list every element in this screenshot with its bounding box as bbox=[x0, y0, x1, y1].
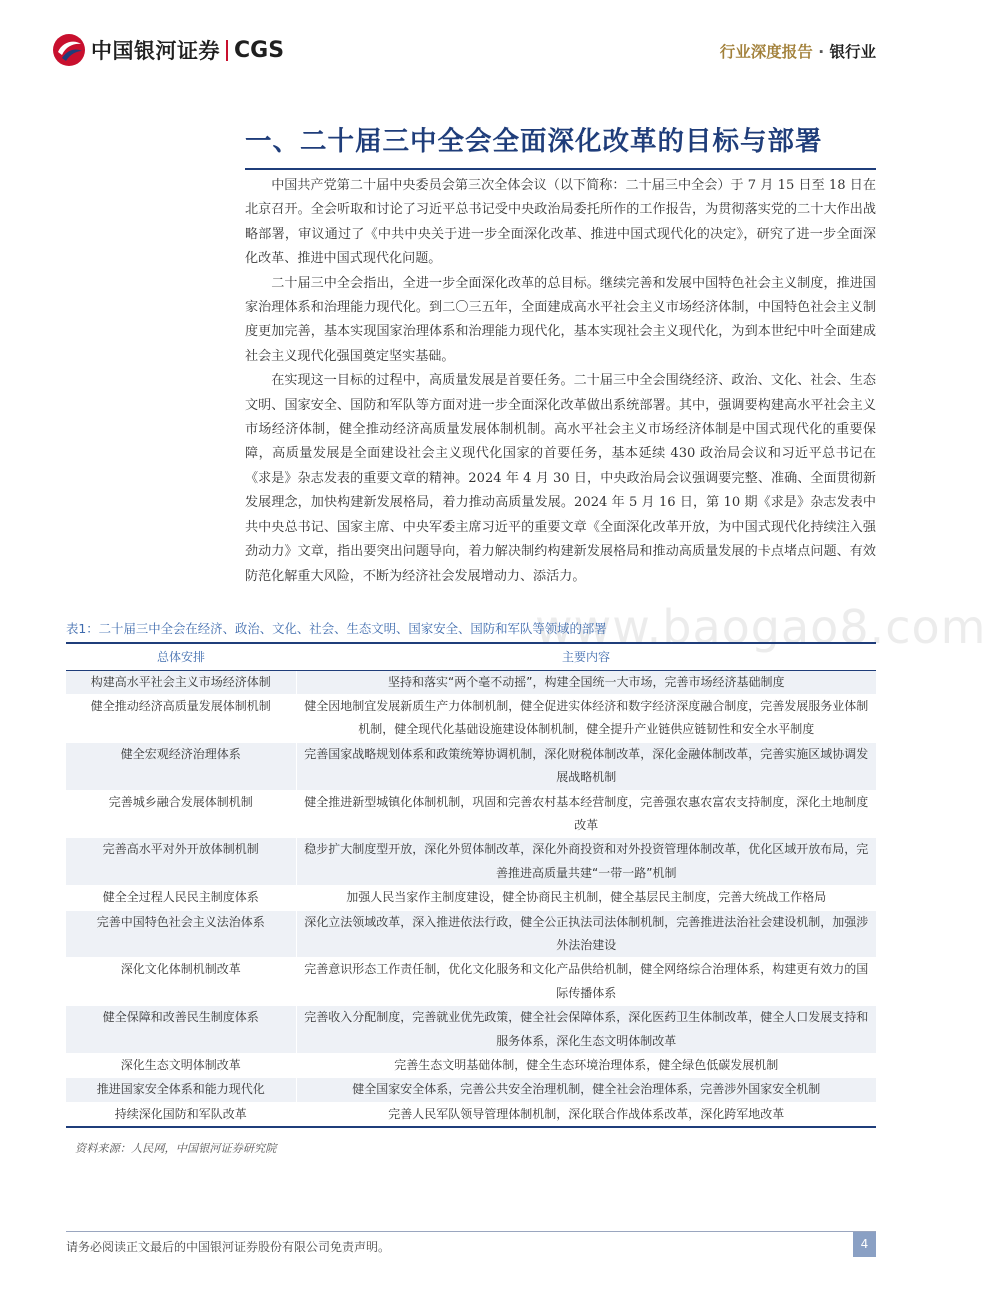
content-cell: 完善生态文明基础体制，健全生态环境治理体系，健全绿色低碳发展机制 bbox=[296, 1054, 876, 1078]
table-row bbox=[66, 1078, 876, 1102]
logo-mark-icon bbox=[52, 33, 86, 67]
paragraph-3: 在实现这一目标的过程中，高质量发展是首要任务。二十届三中全会围绕经济、政治、文化、社会、生态文明、国家安全、国防和军队等方面对进一步全面深化改革做出系统部署。其中，强调要构建高水平社会主义市场经济体制，健全推动经济高质量发展体制机制。高水平社会主义市场经济体制是中国式现代化的重要保障，高质量发展是全面建设社会主义现代化国家的首要任务，基本延续 430 政治局会议和习近平总书记在《求是》杂志发表的重要文章的精神。2024 年 4 月 30 日，中央政治局会议强调要完整、准确、全面贯彻新发展理念，加快构建新发展格局，着力推动高质量发展。2024 年 5 月 16 日，第 10 期《求是》杂志发表中共中央总书记、国家主席、中央军委主席习近平的重要文章《全面深化改革开放，为中国式现代化持续注入强劲动力》文章，指出要突出问题导向，着力解决制约构建新发展格局和推动高质量发展的卡点堵点问题、有效防范化解重大风险，不断为经济社会发展增动力、添活力。 bbox=[245, 373, 876, 584]
header-arrangement: 总体安排 bbox=[66, 643, 296, 670]
arrangement-cell: 持续深化国防和军队改革 bbox=[66, 1102, 296, 1127]
content-cell: 坚持和落实“两个毫不动摇”，构建全国统一大市场，完善市场经济基础制度 bbox=[296, 670, 876, 694]
header-content: 主要内容 bbox=[296, 643, 876, 670]
content-cell: 健全国家安全体系，完善公共安全治理机制，健全社会治理体系，完善涉外国家安全机制 bbox=[296, 1078, 876, 1102]
arrangement-cell: 完善中国特色社会主义法治体系 bbox=[66, 910, 296, 958]
content-cell: 完善收入分配制度，完善就业优先政策，健全社会保障体系，深化医药卫生体制改革，健全人口发展支持和服务体系，深化生态文明体制改革 bbox=[296, 1006, 876, 1054]
arrangement-cell: 健全全过程人民民主制度体系 bbox=[66, 886, 296, 910]
content-cell: 深化立法领域改革，深入推进依法行政，健全公正执法司法体制机制，完善推进法治社会建设机制，加强涉外法治建设 bbox=[296, 910, 876, 958]
content-cell: 完善意识形态工作责任制，优化文化服务和文化产品供给机制，健全网络综合治理体系，构建更有效力的国际传播体系 bbox=[296, 958, 876, 1006]
table-row bbox=[66, 694, 876, 742]
logo-text: 中国银河证券 bbox=[91, 39, 220, 63]
table-row bbox=[66, 790, 876, 838]
arrangement-cell: 健全推动经济高质量发展体制机制 bbox=[66, 694, 296, 742]
report-type: 行业深度报告 bbox=[719, 43, 813, 61]
table-row bbox=[66, 1054, 876, 1078]
table-row bbox=[66, 742, 876, 790]
arrangement-cell: 深化文化体制机制改革 bbox=[66, 958, 296, 1006]
paragraph-1: 中国共产党第二十届中央委员会第三次全体会议（以下简称：二十届三中全会）于 7 月 15 日至 18 日在北京召开。全会听取和讨论了习近平总书记受中央政治局委托所作的工作报告，为贯彻落实党的二十大作出战略部署，审议通过了《中共中央关于进一步全面深化改革、推进中国式现代化的决定》，研究了进一步全面深化改革、推进中国式现代化问题。 bbox=[245, 178, 876, 267]
report-type-separator: · bbox=[818, 43, 825, 61]
arrangement-cell: 完善城乡融合发展体制机制 bbox=[66, 790, 296, 838]
table-row bbox=[66, 910, 876, 958]
content-cell: 稳步扩大制度型开放，深化外贸体制改革，深化外商投资和对外投资管理体制改革，优化区域开放布局，完善推进高质量共建“一带一路”机制 bbox=[296, 838, 876, 886]
table-row bbox=[66, 886, 876, 910]
report-type-label bbox=[720, 40, 876, 62]
footer-divider bbox=[66, 1231, 876, 1232]
content-cell: 完善人民军队领导管理体制机制，深化联合作战体系改革，深化跨军地改革 bbox=[296, 1102, 876, 1127]
logo-abbr: CGS bbox=[234, 37, 285, 63]
table-row bbox=[66, 838, 876, 886]
table-row bbox=[66, 1102, 876, 1127]
reform-deployment-table bbox=[66, 642, 876, 1128]
arrangement-cell: 推进国家安全体系和能力现代化 bbox=[66, 1078, 296, 1102]
page-number: 4 bbox=[853, 1232, 876, 1257]
page-header bbox=[0, 0, 920, 76]
content-cell: 健全推进新型城镇化体制机制，巩固和完善农村基本经营制度，完善强农惠农富农支持制度，深化土地制度改革 bbox=[296, 790, 876, 838]
table-caption: 表1：二十届三中全会在经济、政治、文化、社会、生态文明、国家安全、国防和军队等领域的部署 bbox=[66, 621, 607, 636]
body-text bbox=[245, 174, 876, 589]
content-cell: 加强人民当家作主制度建设，健全协商民主机制，健全基层民主制度，完善大统战工作格局 bbox=[296, 886, 876, 910]
content-cell: 健全因地制宜发展新质生产力体制机制，健全促进实体经济和数字经济深度融合制度，完善发展服务业体制机制，健全现代化基础设施建设体制机制，健全提升产业链供应链韧性和安全水平制度 bbox=[296, 694, 876, 742]
industry-name: 银行业 bbox=[829, 43, 876, 61]
arrangement-cell: 深化生态文明体制改革 bbox=[66, 1054, 296, 1078]
table-row bbox=[66, 1006, 876, 1054]
content-cell: 完善国家战略规划体系和政策统筹协调机制，深化财税体制改革，深化金融体制改革，完善实施区域协调发展战略机制 bbox=[296, 742, 876, 790]
footer-disclaimer: 请务必阅读正文最后的中国银河证券股份有限公司免责声明。 bbox=[66, 1240, 391, 1254]
logo-divider bbox=[226, 40, 228, 61]
arrangement-cell: 健全保障和改善民生制度体系 bbox=[66, 1006, 296, 1054]
watermark: www.baogao8.com bbox=[535, 600, 986, 654]
source-note: 资料来源：人民网，中国银河证券研究院 bbox=[75, 1142, 277, 1155]
title-underline bbox=[245, 168, 876, 170]
table-row bbox=[66, 670, 876, 694]
section-title: 一、二十届三中全会全面深化改革的目标与部署 bbox=[245, 126, 823, 157]
arrangement-cell: 健全宏观经济治理体系 bbox=[66, 742, 296, 790]
arrangement-cell: 构建高水平社会主义市场经济体制 bbox=[66, 670, 296, 694]
arrangement-cell: 完善高水平对外开放体制机制 bbox=[66, 838, 296, 886]
company-logo bbox=[52, 33, 284, 67]
table-header-row bbox=[66, 643, 876, 670]
table-row bbox=[66, 958, 876, 1006]
paragraph-2: 二十届三中全会指出，全进一步全面深化改革的总目标。继续完善和发展中国特色社会主义制度，推进国家治理体系和治理能力现代化。到二〇三五年，全面建成高水平社会主义市场经济体制，中国特色社会主义制度更加完善，基本实现国家治理体系和治理能力现代化，基本实现社会主义现代化，为到本世纪中叶全面建成社会主义现代化强国奠定坚实基础。 bbox=[245, 275, 876, 364]
